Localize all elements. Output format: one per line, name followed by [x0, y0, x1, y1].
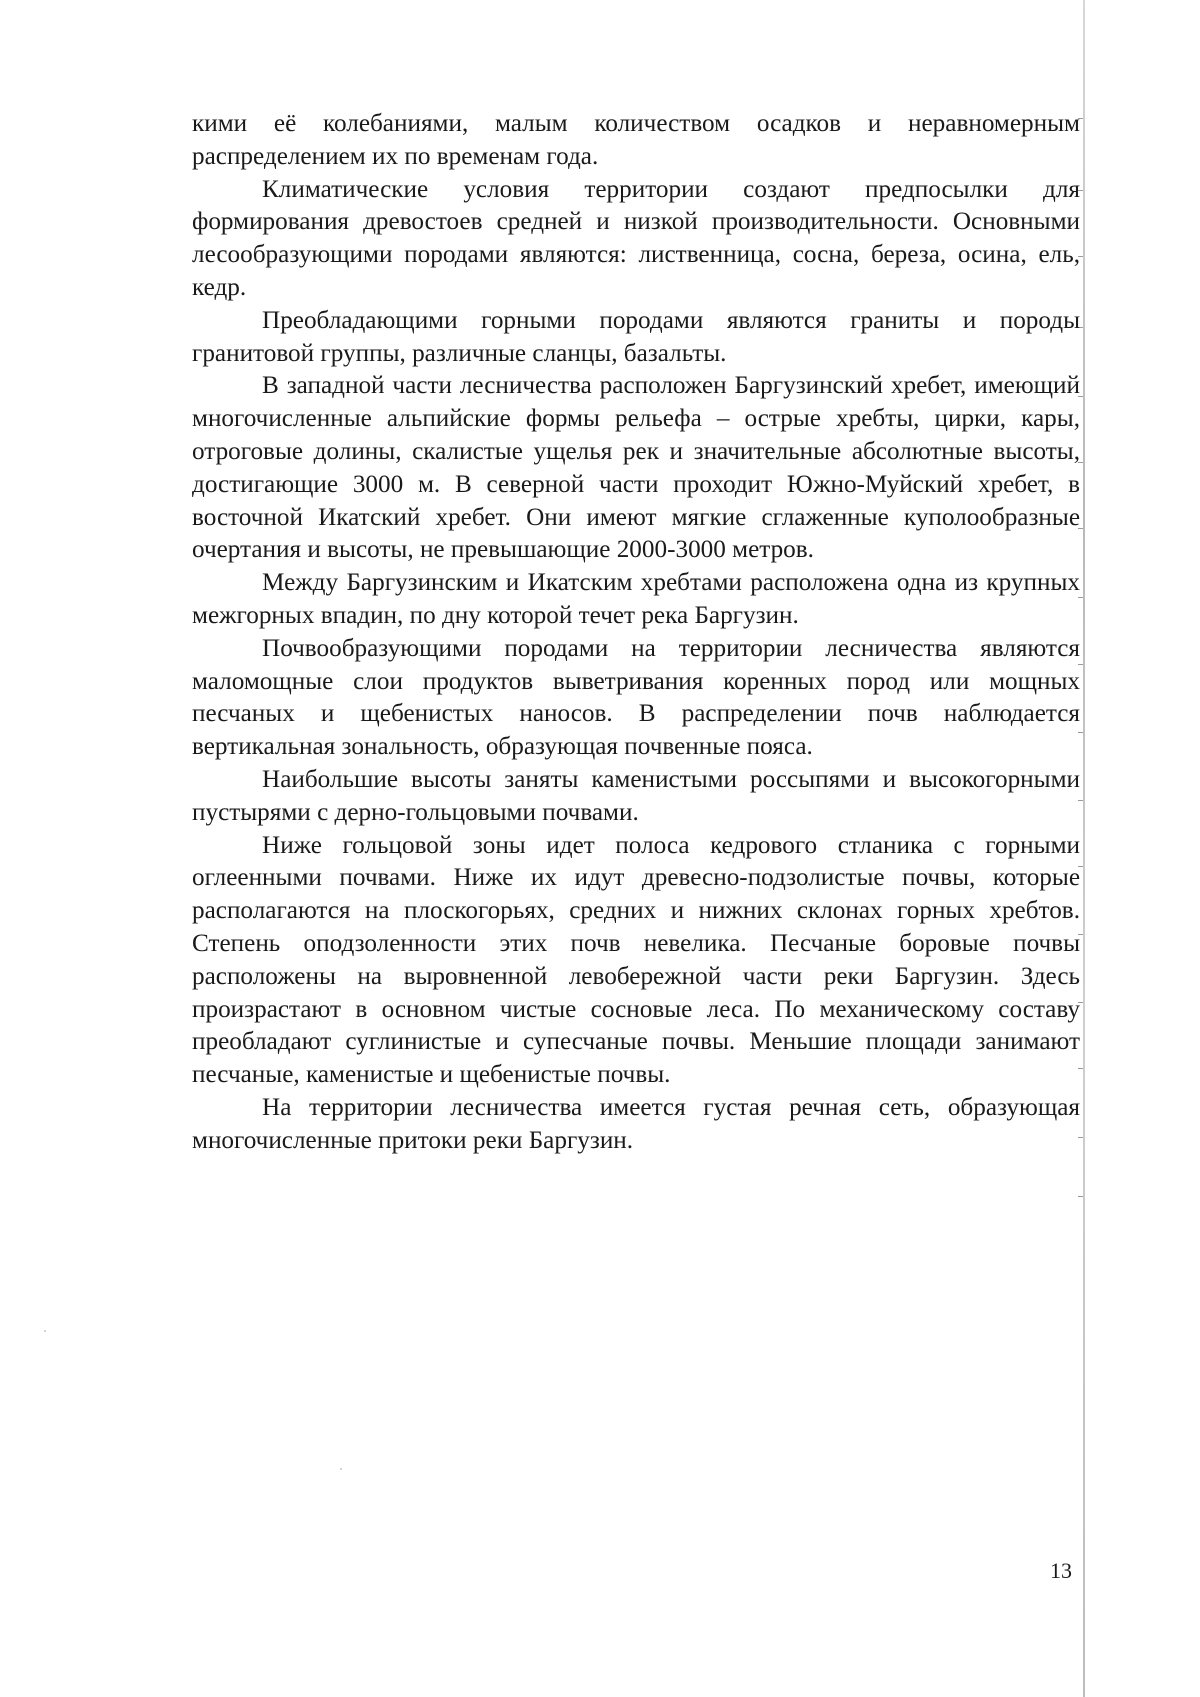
- document-body: [192, 108, 1080, 1158]
- paragraph: кими её колебаниями, малым количеством осадков и неравномерным распределением их по временам года.: [192, 110, 1080, 170]
- paragraph: Климатические условия территории создают предпосылки для формирования древостоев средней и низкой производительности. Основными лесообразующими породами являются: лиственница, сосна, береза, осина, ель, кедр.: [192, 175, 1080, 301]
- paragraph: В западной части лесничества расположен Баргузинский хребет, имеющий многочисленные альпийские формы рельефа – острые хребты, цирки, кары, отроговые долины, скалистые ущелья рек и значительные абсолютные высоты, достигающие 3000 м. В северной части проходит Южно-Муйский хребет, в восточной Икатский хребет. Они имеют мягкие сглаженные куполообразные очертания и высоты, не превышающие 2000-3000 метров.: [192, 372, 1080, 564]
- paragraph: Почвообразующими породами на территории лесничества являются маломощные слои продуктов выветривания коренных пород или мощных песчаных и щебенистых наносов. В распределении почв наблюдается вертикальная зональность, образующая почвенные пояса.: [192, 634, 1080, 761]
- paragraph: Наибольшие высоты заняты каменистыми россыпями и высокогорными пустырями с дерно-гольцовыми почвами.: [192, 765, 1080, 826]
- paragraph: Ниже гольцовой зоны идет полоса кедрового стланика с горными оглеенными почвами. Ниже их идут древесно-подзолистые почвы, которые располагаются на плоскогорьях, средних и нижних склонах горных хребтов. Степень оподзоленности этих почв невелика. Песчаные боровые почвы расположены на выровненной левобережной части реки Баргузин. Здесь произрастают в основном чистые сосновые леса. По механическому составу преобладают суглинистые и супесчаные почвы. Меньшие площади занимают песчаные, каменистые и щебенистые почвы.: [192, 831, 1080, 1089]
- scan-dust-speck: [44, 1330, 46, 1332]
- scan-dust-speck: [340, 1468, 342, 1470]
- paragraph: Между Баргузинским и Икатским хребтами расположена одна из крупных межгорных впадин, по дну которой течет река Баргузин.: [192, 569, 1080, 629]
- paragraph: Преобладающими горными породами являются граниты и породы гранитовой группы, различные сланцы, базальты.: [192, 306, 1080, 367]
- page-number: 13: [1050, 1558, 1072, 1583]
- paragraph: На территории лесничества имеется густая речная сеть, образующая многочисленные притоки реки Баргузин.: [192, 1093, 1080, 1154]
